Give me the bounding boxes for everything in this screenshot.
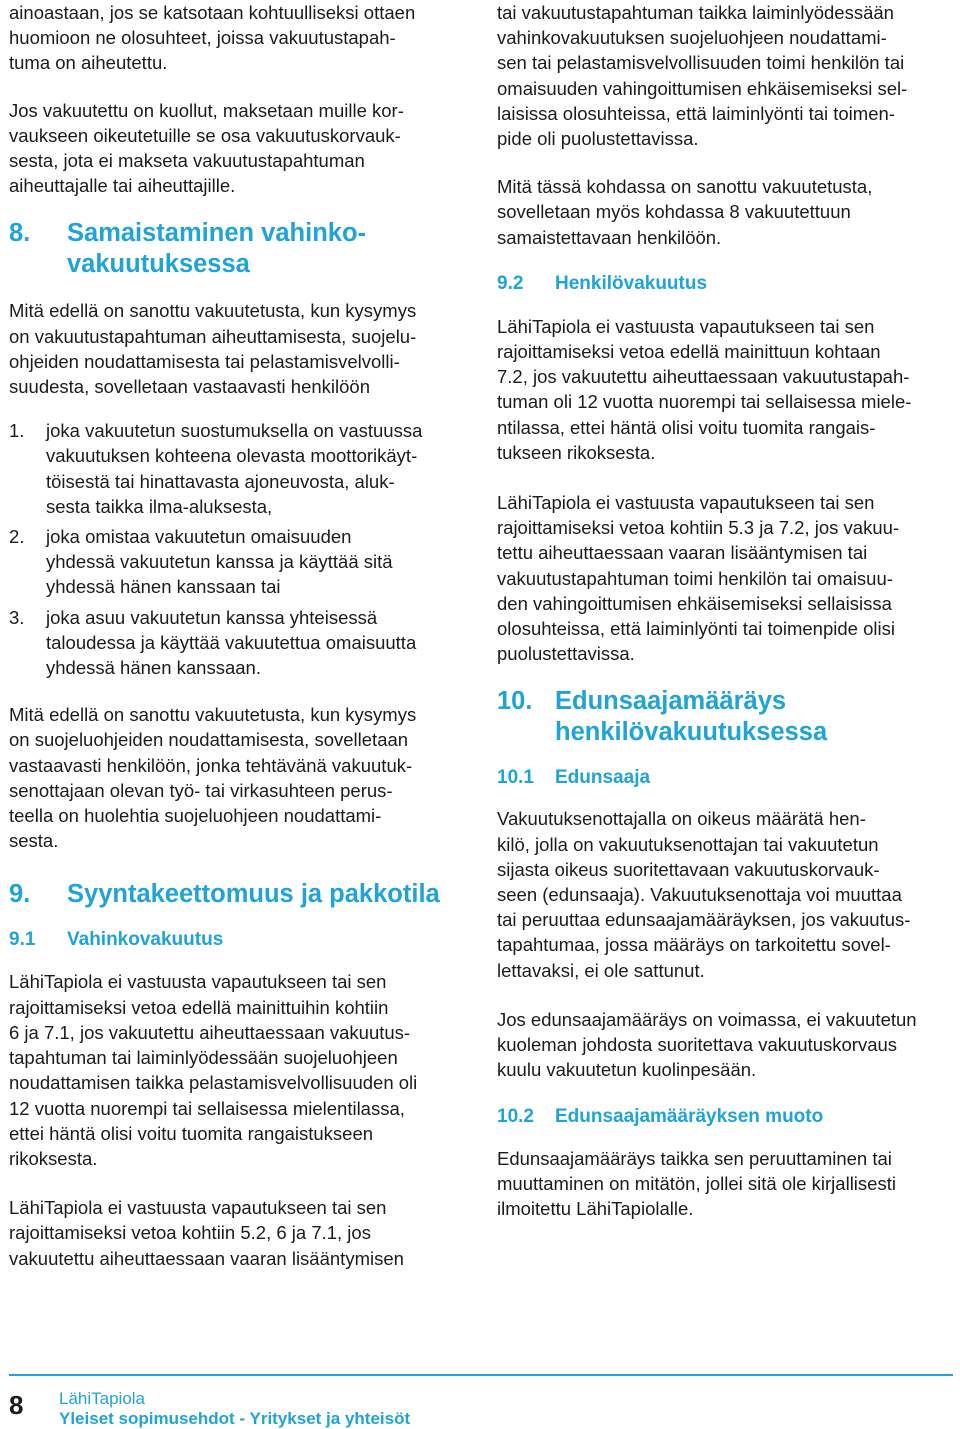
text-line: on vakuutustapahtuman aiheuttamisesta, suojelu-	[9, 325, 417, 347]
paragraph-9-2-a	[497, 314, 957, 465]
footer-brand: LähiTapiola	[59, 1389, 146, 1408]
section-number: 10.	[497, 687, 533, 716]
text-line: sesta taikka ilma-aluksesta,	[46, 495, 273, 517]
text-line: rajoittamiseksi vetoa kohtiin 5.3 ja 7.2, jos vakuu-	[497, 517, 900, 539]
paragraph-intro	[9, 0, 471, 76]
text-line: tai vakuutustapahtuman taikka laiminlyödessään	[497, 2, 894, 23]
text-line: vastaavasti henkilöön, jonka tehtävänä vakuutuk-	[9, 754, 413, 776]
list-number: 2.	[9, 526, 25, 548]
text-line: vakuutuksen kohteena olevasta moottorikäyt-	[46, 445, 418, 467]
text-line: taloudessa ja käyttää vakuutettua omaisuutta	[46, 631, 417, 653]
subsection-heading-10-1	[497, 765, 957, 790]
text-line: vakuutettu aiheuttaessaan vaaran lisääntymisen	[9, 1247, 404, 1269]
text-line: joka asuu vakuutetun kanssa yhteisessä	[46, 606, 378, 628]
text-line: puolustettavissa.	[497, 643, 635, 665]
text-line: joka vakuutetun suostumuksella on vastuussa	[46, 420, 423, 442]
left-column	[9, 0, 471, 1295]
paragraph-suojelu	[9, 702, 471, 853]
text-line: yhdessä hänen kanssaan tai	[46, 576, 281, 598]
text-line: LähiTapiola ei vastuusta vapautukseen tai sen	[497, 492, 875, 514]
text-line: ainoastaan, jos se katsotaan kohtuulliseksi ottaen	[9, 2, 416, 23]
text-line: ohjeiden noudattamisesta tai pelastamisvelvolli-	[9, 350, 400, 372]
text-line: LähiTapiola ei vastuusta vapautukseen tai sen	[9, 1197, 387, 1219]
section-heading-9	[9, 879, 471, 910]
text-line: 6 ja 7.1, jos vakuutettu aiheuttaessaan vakuutus-	[9, 1021, 411, 1043]
subsection-number: 9.2	[497, 272, 524, 294]
subsection-heading-9-2	[497, 271, 957, 296]
text-line: sesta, jota ei makseta vakuutustapahtuman	[9, 150, 365, 172]
subsection-heading-9-1	[9, 927, 471, 952]
text-line: rajoittamiseksi vetoa edellä mainittuihin kohtiin	[9, 996, 389, 1018]
text-line: LähiTapiola ei vastuusta vapautukseen tai sen	[497, 315, 875, 337]
paragraph-continued	[497, 0, 957, 151]
text-line: den vahingoittumisen ehkäisemiseksi sellaisissa	[497, 592, 892, 614]
list-number: 1.	[9, 420, 25, 442]
section-title-line: Samaistaminen vahinko-	[67, 219, 367, 248]
text-line: samaistettavaan henkilöön.	[497, 226, 722, 248]
section-title-line: Edunsaajamääräys	[555, 687, 787, 716]
section-heading-8	[9, 218, 471, 280]
subsection-number: 9.1	[9, 929, 36, 951]
paragraph-10-2	[497, 1146, 957, 1222]
numbered-list	[9, 418, 471, 680]
section-number: 8.	[9, 219, 31, 248]
text-line: tapahtumaa, jossa määräys on tarkoitettu sovel-	[497, 934, 891, 956]
text-line: ntilassa, ettei häntä olisi voitu tuomita rangais-	[497, 416, 876, 438]
text-line: sovelletaan myös kohdassa 8 vakuutettuun	[497, 201, 851, 223]
footer-divider	[9, 1374, 953, 1376]
paragraph-10-1-b	[497, 1007, 957, 1083]
subsection-number: 10.1	[497, 767, 534, 789]
text-line: vahinkovakuutuksen suojeluohjeen noudattami-	[497, 27, 887, 49]
footer-document-title: Yleiset sopimusehdot - Yritykset ja yhteisöt	[59, 1409, 411, 1428]
paragraph-section-8	[9, 298, 471, 399]
subsection-number: 10.2	[497, 1105, 534, 1127]
text-line: huomioon ne olosuhteet, joissa vakuutustapah-	[9, 27, 396, 49]
text-line: Jos edunsaajamääräys on voimassa, ei vakuutetun	[497, 1008, 917, 1030]
text-line: yhdessä vakuutetun kanssa ja käyttää sitä	[46, 551, 393, 573]
right-column	[497, 0, 957, 1245]
page-footer	[0, 1374, 960, 1429]
section-title-line: vakuutuksessa	[67, 250, 250, 279]
subsection-title: Vahinkovakuutus	[67, 929, 224, 951]
list-item	[9, 605, 471, 681]
text-line: laisissa olosuhteissa, että laiminlyönti tai toimen-	[497, 102, 895, 124]
text-line: tuma on aiheutettu.	[9, 52, 168, 74]
text-line: lettavaksi, ei ole sattunut.	[497, 959, 705, 981]
paragraph-9-2-b	[497, 490, 957, 666]
text-line: senottajaan olevan työ- tai virkasuhteen perus-	[9, 779, 393, 801]
text-line: rikoksesta.	[9, 1147, 98, 1169]
text-line: tapahtuman tai laiminlyödessään suojeluohjeen	[9, 1047, 398, 1069]
text-line: rajoittamiseksi vetoa kohtiin 5.2, 6 ja 7.1, jos	[9, 1222, 371, 1244]
text-line: Mitä edellä on sanottu vakuutetusta, kun kysymys	[9, 704, 417, 726]
text-line: ilmoitettu LähiTapiolalle.	[497, 1197, 694, 1219]
text-line: Mitä edellä on sanottu vakuutetusta, kun kysymys	[9, 300, 417, 322]
text-line: kuoleman johdosta suoritettava vakuutuskorvaus	[497, 1034, 898, 1056]
text-line: rajoittamiseksi vetoa edellä mainittuun kohtaan	[497, 341, 881, 363]
text-line: sen tai pelastamisvelvollisuuden toimi henkilön tai	[497, 52, 905, 74]
paragraph-10-1-a	[497, 806, 957, 982]
text-line: on suojeluohjeiden noudattamisesta, sovelletaan	[9, 729, 409, 751]
text-line: tuman oli 12 vuotta nuorempi tai sellaisessa miele-	[497, 391, 912, 413]
text-line: omaisuuden vahingoittumisen ehkäisemiseksi sel-	[497, 77, 908, 99]
subsection-title: Edunsaajamääräyksen muoto	[555, 1105, 824, 1127]
section-title-line: henkilövakuutuksessa	[555, 718, 828, 747]
list-item	[9, 418, 471, 519]
text-line: seen (edunsaaja). Vakuutuksenottaja voi muuttaa	[497, 884, 902, 906]
page-number: 8	[9, 1390, 24, 1420]
section-title: Syyntakeettomuus ja pakkotila	[67, 880, 440, 909]
text-line: sesta.	[9, 830, 59, 852]
text-line: muuttaminen on mitätön, jollei sitä ole kirjallisesti	[497, 1172, 896, 1194]
paragraph-samaiste	[497, 174, 957, 250]
text-line: vaukseen oikeutetuille se osa vakuutuskorvauk-	[9, 124, 401, 146]
text-line: aiheuttajalle tai aiheuttajille.	[9, 175, 236, 197]
text-line: tai peruuttaa edunsaajamääräyksen, jos vakuutus-	[497, 909, 911, 931]
section-heading-10	[497, 686, 957, 748]
section-number: 9.	[9, 880, 31, 909]
text-line: 7.2, jos vakuutettu aiheuttaessaan vakuutustapah-	[497, 366, 910, 388]
text-line: ettei häntä olisi voitu tuomita rangaistukseen	[9, 1122, 374, 1144]
text-line: kuulu vakuutetun kuolinpesään.	[497, 1059, 757, 1081]
paragraph-9-1-b	[9, 1195, 471, 1271]
text-line: joka omistaa vakuutetun omaisuuden	[46, 526, 352, 548]
paragraph-korvaus	[9, 98, 471, 199]
text-line: noudattamisen taikka pelastamisvelvollisuuden oli	[9, 1072, 418, 1094]
text-line: tettu aiheuttaessaan vaaran lisääntymisen tai	[497, 542, 868, 564]
text-line: Jos vakuutettu on kuollut, maksetaan muille kor-	[9, 99, 404, 121]
text-line: 12 vuotta nuorempi tai sellaisessa mielentilassa,	[9, 1097, 405, 1119]
text-line: Vakuutuksenottajalla on oikeus määrätä hen-	[497, 808, 866, 830]
list-number: 3.	[9, 606, 25, 628]
text-line: Edunsaajamääräys taikka sen peruuttaminen tai	[497, 1147, 892, 1169]
text-line: olosuhteissa, että laiminlyönti tai toimenpide olisi	[497, 618, 895, 640]
text-line: yhdessä hänen kanssaan.	[46, 657, 261, 679]
text-line: vakuutustapahtuman toimi henkilön tai omaisuu-	[497, 567, 893, 589]
subsection-title: Henkilövakuutus	[555, 272, 708, 294]
text-line: tukseen rikoksesta.	[497, 441, 656, 463]
text-line: LähiTapiola ei vastuusta vapautukseen tai sen	[9, 971, 387, 993]
text-line: töisestä tai hinattavasta ajoneuvosta, aluk-	[46, 470, 395, 492]
text-line: kilö, jolla on vakuutuksenottajan tai vakuutetun	[497, 833, 879, 855]
subsection-heading-10-2	[497, 1104, 957, 1129]
text-line: sijasta oikeus suoritettavaan vakuutuskorvauk-	[497, 858, 880, 880]
text-line: suudesta, sovelletaan vastaavasti henkilöön	[9, 376, 370, 398]
text-line: pide oli puolustettavissa.	[497, 128, 699, 150]
paragraph-9-1-a	[9, 969, 471, 1171]
text-line: Mitä tässä kohdassa on sanottu vakuutetusta,	[497, 176, 873, 198]
text-line: teella on huolehtia suojeluohjeen noudattami-	[9, 805, 382, 827]
list-item	[9, 524, 471, 600]
subsection-title: Edunsaaja	[555, 767, 651, 789]
